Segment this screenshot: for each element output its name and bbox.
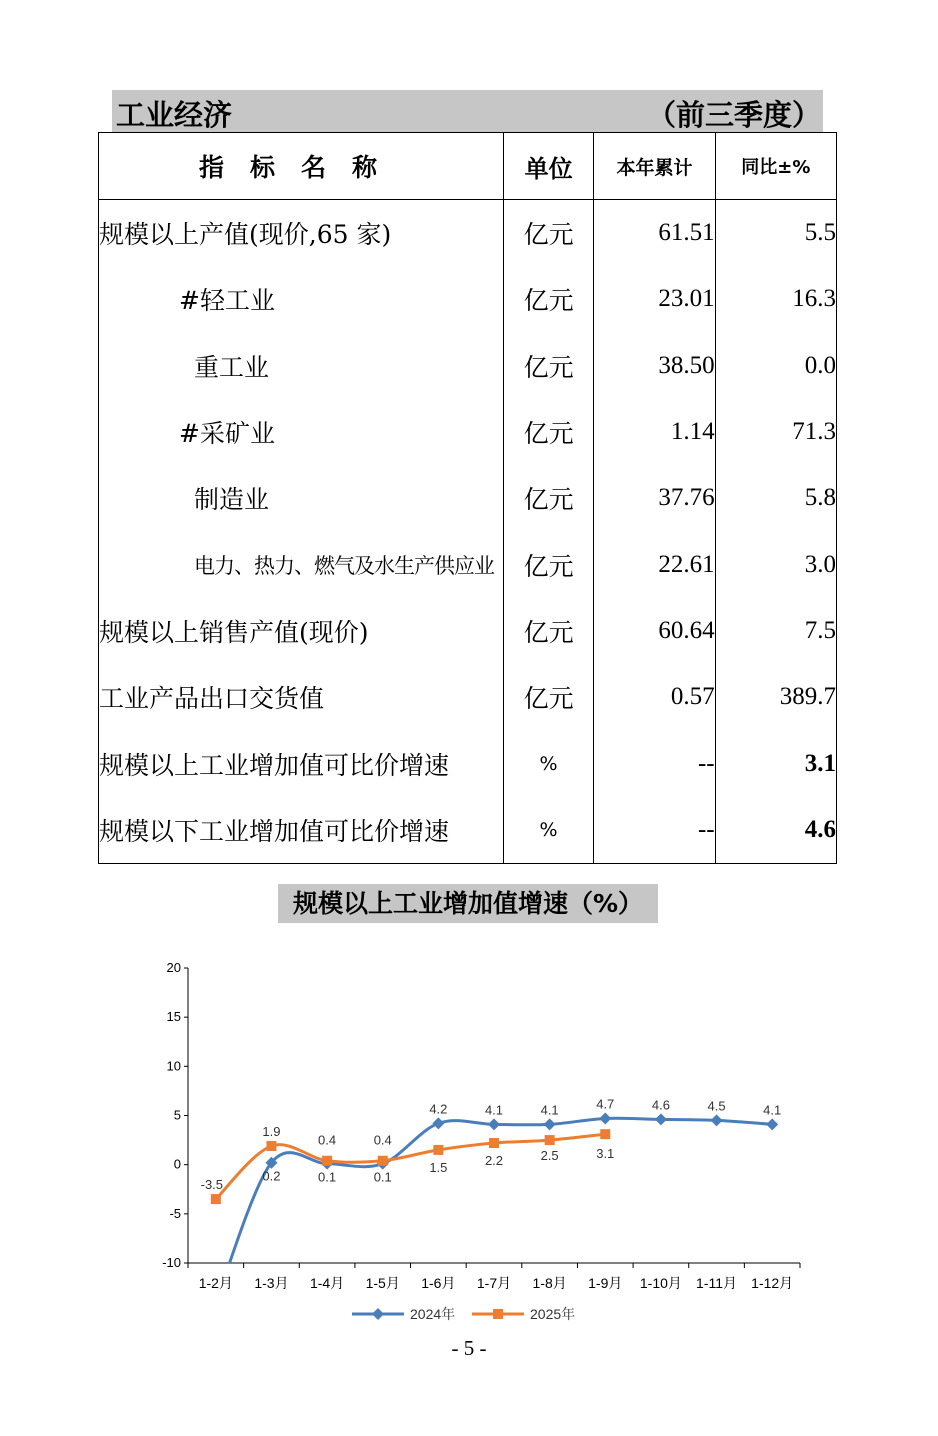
data-point-2024年: [599, 1112, 611, 1124]
row-cumulative: 1.14: [594, 399, 715, 465]
row-yoy: 7.5: [715, 598, 836, 664]
data-label: 4.6: [651, 1097, 670, 1113]
data-point-2025年: [489, 1138, 499, 1148]
data-label: 4.5: [707, 1098, 726, 1114]
table-row: [99, 664, 837, 730]
table-row: [99, 333, 837, 399]
data-label: 4.2: [429, 1101, 448, 1117]
row-unit: 亿元: [503, 465, 593, 531]
y-tick-label: -10: [162, 1255, 181, 1270]
section-header: [112, 90, 823, 132]
y-tick-label: 10: [166, 1058, 181, 1074]
data-point-2024年: [432, 1117, 444, 1129]
table-row: [99, 531, 837, 597]
growth-line-chart: [140, 950, 820, 1340]
data-label: 1.9: [262, 1123, 281, 1139]
x-tick-label: 1-10月: [639, 1275, 682, 1291]
x-tick-label: 1-8月: [532, 1275, 567, 1291]
table-row: [99, 200, 837, 267]
data-point-2024年: [544, 1118, 556, 1130]
row-cumulative: 60.64: [594, 598, 715, 664]
data-label: 2.5: [540, 1148, 559, 1164]
data-point-2024年: [488, 1118, 500, 1130]
table-row: [99, 266, 837, 332]
row-yoy: 5.5: [715, 200, 836, 267]
row-unit: 亿元: [503, 200, 593, 267]
row-name: 重工业: [99, 333, 504, 399]
row-cumulative: 61.51: [594, 200, 715, 267]
data-point-2025年: [433, 1145, 443, 1155]
x-tick-label: 1-4月: [309, 1275, 345, 1291]
row-name: #采矿业: [99, 399, 504, 465]
row-unit: 亿元: [503, 399, 593, 465]
header-cumulative: 本年累计: [594, 133, 715, 200]
data-point-2025年: [600, 1129, 610, 1139]
legend-label: 2025年: [530, 1306, 576, 1322]
data-point-2024年: [655, 1113, 667, 1125]
row-yoy: 4.6: [715, 797, 836, 864]
y-tick-label: 5: [173, 1107, 181, 1123]
row-name: #轻工业: [99, 266, 504, 332]
data-point-2025年: [266, 1141, 276, 1151]
data-label: 4.1: [763, 1102, 782, 1118]
row-cumulative: 23.01: [594, 266, 715, 332]
row-name: 规模以上工业增加值可比价增速: [99, 730, 504, 796]
x-tick-label: 1-5月: [365, 1275, 400, 1291]
header-yoy: 同比±%: [715, 133, 836, 200]
data-label: 0.1: [318, 1169, 337, 1185]
x-tick-label: 1-12月: [751, 1275, 794, 1291]
x-tick-label: 1-6月: [421, 1275, 456, 1291]
data-point-2025年: [211, 1194, 221, 1204]
data-label: 3.1: [596, 1146, 615, 1162]
row-name: 电力、热力、燃气及水生产供应业: [99, 531, 504, 597]
x-tick-label: 1-3月: [254, 1275, 289, 1291]
data-label: 0.4: [318, 1132, 337, 1148]
table-header-row: [99, 133, 837, 200]
data-point-2024年: [711, 1114, 723, 1126]
row-yoy: 3.0: [715, 531, 836, 597]
header-name: 指标名称: [99, 133, 504, 200]
table-row: [99, 797, 837, 864]
row-name: 规模以下工业增加值可比价增速: [99, 797, 504, 864]
legend-label: 2024年: [410, 1306, 456, 1322]
section-title: 工业经济: [116, 98, 233, 132]
row-unit: 亿元: [503, 598, 593, 664]
row-yoy: 5.8: [715, 465, 836, 531]
row-cumulative: 37.76: [594, 465, 715, 531]
table-row: [99, 730, 837, 796]
data-label: 0.1: [373, 1169, 392, 1185]
x-tick-label: 1-2月: [198, 1275, 233, 1291]
table-row: [99, 465, 837, 531]
row-unit: %: [503, 730, 593, 796]
row-yoy: 71.3: [715, 399, 836, 465]
data-point-2024年: [766, 1118, 778, 1130]
x-tick-label: 1-7月: [476, 1275, 512, 1291]
row-name: 工业产品出口交货值: [99, 664, 504, 730]
data-label: 4.1: [484, 1102, 504, 1118]
indicator-table: [98, 132, 837, 864]
row-yoy: 16.3: [715, 266, 836, 332]
chart-title: 规模以上工业增加值增速（%）: [278, 884, 658, 923]
row-cumulative: --: [594, 730, 715, 796]
section-period: （前三季度）: [646, 98, 821, 132]
legend-marker-2025年: [493, 1309, 503, 1319]
row-cumulative: 22.61: [594, 531, 715, 597]
data-label: -3.5: [200, 1177, 224, 1193]
y-tick-label: 15: [166, 1009, 181, 1025]
row-name: 制造业: [99, 465, 504, 531]
data-point-2025年: [378, 1156, 388, 1166]
row-unit: 亿元: [503, 333, 593, 399]
y-tick-label: 0: [173, 1156, 181, 1172]
header-unit: 单位: [503, 133, 593, 200]
page-number: - 5 -: [451, 1336, 487, 1360]
data-label: 0.2: [262, 1168, 281, 1184]
row-unit: 亿元: [503, 531, 593, 597]
row-unit: %: [503, 797, 593, 864]
row-yoy: 389.7: [715, 664, 836, 730]
y-tick-label: 20: [166, 960, 181, 975]
row-yoy: 3.1: [715, 730, 836, 796]
row-cumulative: 0.57: [594, 664, 715, 730]
data-label: 0.4: [373, 1132, 392, 1148]
data-label: 4.1: [540, 1102, 559, 1118]
table-row: [99, 598, 837, 664]
row-cumulative: 38.50: [594, 333, 715, 399]
row-cumulative: --: [594, 797, 715, 864]
row-unit: 亿元: [503, 664, 593, 730]
data-point-2025年: [322, 1156, 332, 1166]
row-name: 规模以上销售产值(现价): [99, 598, 504, 664]
data-label: 4.7: [596, 1096, 615, 1112]
x-tick-label: 1-9月: [588, 1275, 623, 1291]
legend-marker-2024年: [372, 1308, 384, 1320]
data-label: 1.5: [429, 1159, 448, 1175]
table-row: [99, 399, 837, 465]
data-label: 2.2: [484, 1153, 504, 1169]
row-yoy: 0.0: [715, 333, 836, 399]
y-tick-label: -5: [169, 1205, 181, 1221]
row-name: 规模以上产值(现价,65 家): [99, 200, 504, 267]
x-tick-label: 1-11月: [696, 1275, 738, 1291]
row-unit: 亿元: [503, 266, 593, 332]
data-point-2025年: [545, 1135, 555, 1145]
